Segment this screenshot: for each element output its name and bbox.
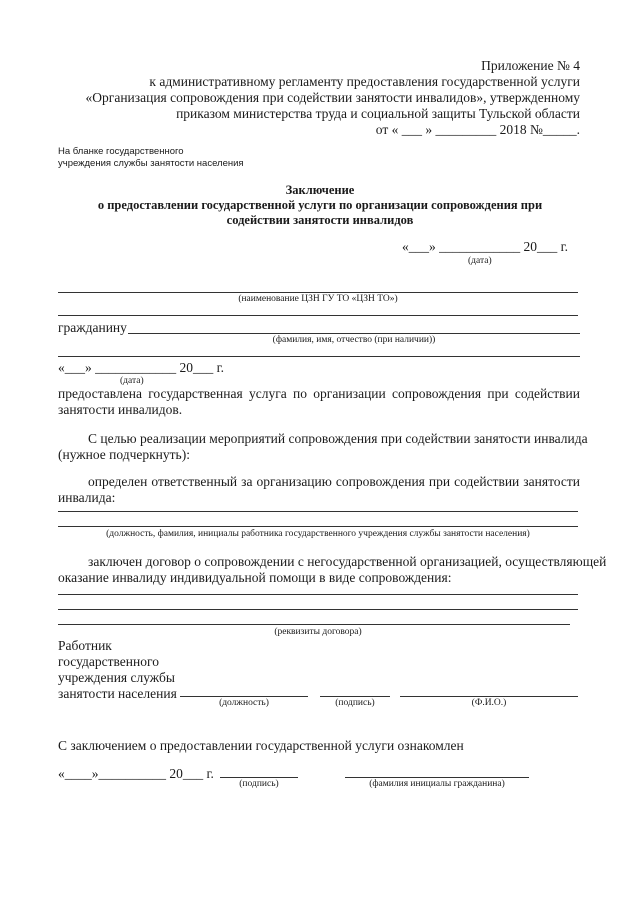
- contract-line-1: [58, 594, 578, 595]
- citizen-line: [128, 333, 580, 334]
- header-line-3: «Организация сопровождения при содействии занятости инвалидов», утвержденному: [85, 90, 580, 105]
- sign-position-line: [180, 696, 308, 697]
- blank-note-line-2: учреждения службы занятости населения: [58, 158, 244, 169]
- responsible-line-2: [58, 526, 578, 527]
- date-top: «___» ____________ 20___ г.: [401, 239, 568, 254]
- paragraph-2-line-1: С целью реализации мероприятий сопровождения при содействии занятости инвалида: [88, 431, 588, 446]
- bottom-signature-caption: (подпись): [239, 779, 279, 789]
- date-second-caption: (дата): [120, 376, 144, 386]
- sign-position-caption: (должность): [219, 698, 269, 708]
- worker-line-2: государственного: [58, 654, 159, 669]
- doc-title: Заключение: [285, 183, 355, 197]
- date-top-caption: (дата): [468, 256, 492, 266]
- paragraph-2-line-2: (нужное подчеркнуть):: [58, 447, 190, 462]
- header-line-1: Приложение № 4: [481, 58, 580, 73]
- paragraph-4-line-1: заключен договор о сопровождении с негосударственной организацией, осуществляющей: [88, 554, 607, 569]
- worker-line-3: учреждения службы: [58, 670, 175, 685]
- contract-line-2: [58, 609, 578, 610]
- header-line-4: приказом министерства труда и социальной защиты Тульской области: [176, 106, 580, 121]
- responsible-caption: (должность, фамилия, инициалы работника государственного учреждения службы занятости населения): [106, 529, 530, 539]
- worker-line-1: Работник: [58, 638, 112, 653]
- paragraph-3-line-1: определен ответственный за организацию сопровождения при содействии занятости: [88, 474, 580, 489]
- sign-signature-line: [320, 696, 390, 697]
- sign-signature-caption: (подпись): [335, 698, 375, 708]
- header-line-2: к административному регламенту предоставления государственной услуги: [149, 74, 580, 89]
- bottom-signature-line: [220, 777, 298, 778]
- paragraph-1-line-2: занятости инвалидов.: [58, 402, 183, 417]
- paragraph-4-line-2: оказание инвалиду индивидуальной помощи в виде сопровождения:: [58, 570, 452, 585]
- bottom-fio-caption: (фамилия инициалы гражданина): [369, 779, 505, 789]
- citizen-line-2: [58, 356, 580, 357]
- worker-line-4: занятости населения: [58, 686, 177, 701]
- citizen-caption: (фамилия, имя, отчество (при наличии)): [272, 335, 436, 345]
- responsible-line-1: [58, 511, 578, 512]
- czn-line: [58, 292, 578, 293]
- sign-fio-line: [400, 696, 578, 697]
- doc-subtitle-1: о предоставлении государственной услуги по организации сопровождения при: [97, 198, 543, 212]
- citizen-label: гражданину: [58, 320, 127, 335]
- doc-subtitle-2: содействии занятости инвалидов: [226, 213, 414, 227]
- date-bottom: «____»__________ 20___ г.: [58, 766, 214, 781]
- acquainted-text: С заключением о предоставлении государственной услуги ознакомлен: [58, 738, 464, 753]
- header-line-5: от « ___ » _________ 2018 №_____.: [375, 122, 580, 137]
- contract-caption: (реквизиты договора): [274, 627, 362, 637]
- bottom-fio-line: [345, 777, 529, 778]
- czn-caption: (наименование ЦЗН ГУ ТО «ЦЗН ТО»): [238, 294, 398, 304]
- sign-fio-caption: (Ф.И.О.): [471, 698, 507, 708]
- paragraph-1-line-1: предоставлена государственная услуга по организации сопровождения при содействии: [58, 386, 580, 401]
- date-second: «___» ____________ 20___ г.: [58, 360, 225, 375]
- czn-line-2: [58, 315, 578, 316]
- blank-note-line-1: На бланке государственного: [58, 146, 184, 157]
- contract-line-3: [58, 624, 570, 625]
- paragraph-3-line-2: инвалида:: [58, 490, 116, 505]
